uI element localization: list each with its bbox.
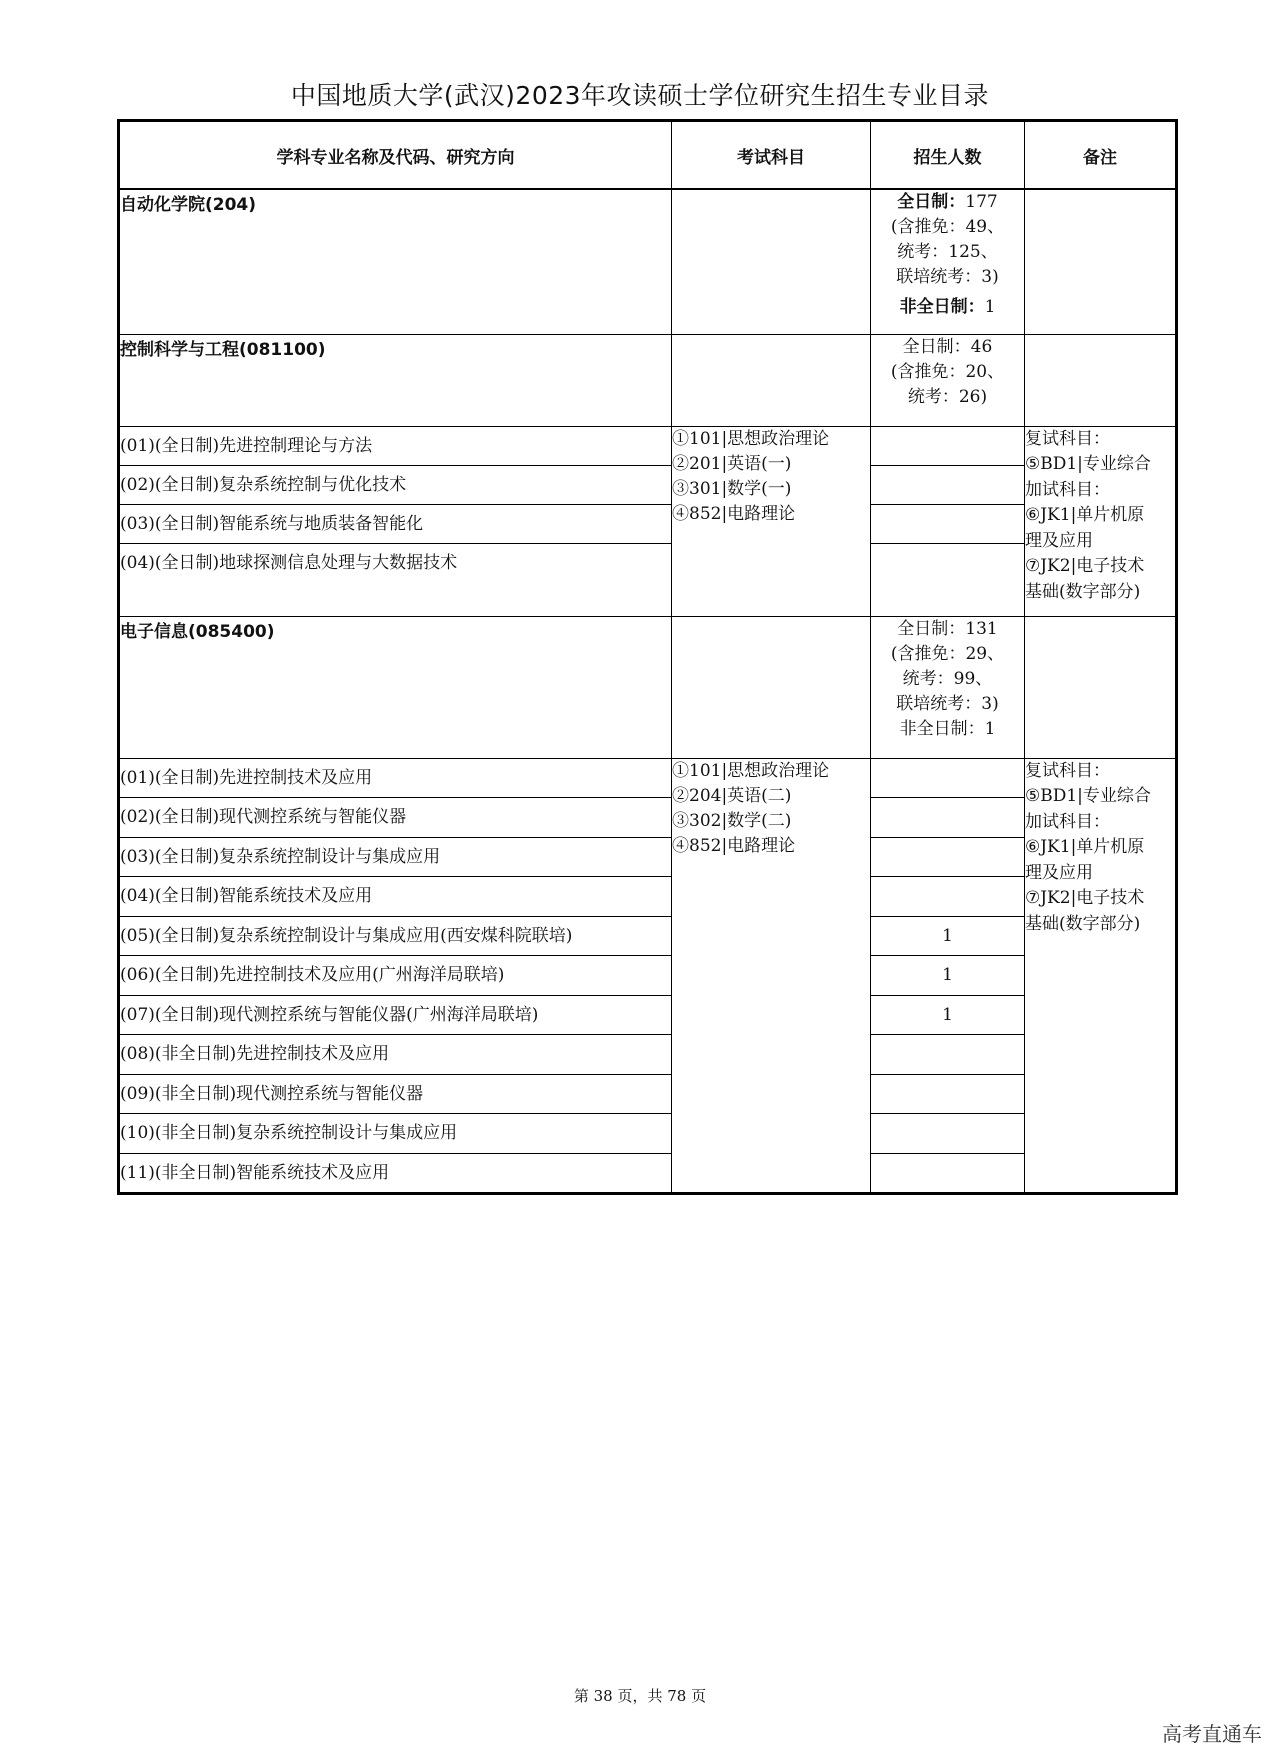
major1-count-04 bbox=[871, 543, 1025, 616]
header-exam: 考试科目 bbox=[672, 121, 871, 190]
major1-quota-line-2: (含推免：20、 bbox=[890, 361, 1005, 382]
major1-quota-cell bbox=[871, 334, 1025, 426]
major2-name: 电子信息(085400) bbox=[120, 621, 275, 642]
major1-direction-04: (04)(全日制)地球探测信息处理与大数据技术 bbox=[119, 543, 672, 616]
major2-direction-row bbox=[119, 1035, 1177, 1075]
major2-count-10 bbox=[871, 1114, 1025, 1154]
major2-direction-01: (01)(全日制)先进控制技术及应用 bbox=[119, 758, 672, 798]
major2-direction-06: (06)(全日制)先进控制技术及应用(广州海洋局联培) bbox=[119, 956, 672, 996]
major1-remark-4: ⑥JK1|单片机原 bbox=[1025, 505, 1145, 525]
major2-direction-09: (09)(非全日制)现代测控系统与智能仪器 bbox=[119, 1074, 672, 1114]
major1-remark-1: 复试科目： bbox=[1025, 428, 1110, 449]
college-quota-part-value: 1 bbox=[984, 297, 996, 317]
major1-direction-row bbox=[119, 543, 1177, 616]
major1-quota-line-3: 统考：26) bbox=[907, 386, 988, 407]
major1-remark-cell bbox=[1025, 334, 1177, 426]
major2-count-01 bbox=[871, 758, 1025, 798]
major2-remark-cell bbox=[1025, 616, 1177, 758]
major2-count-03 bbox=[871, 837, 1025, 877]
college-quota-full-value: 177 bbox=[965, 192, 998, 212]
major2-remark-1: 复试科目： bbox=[1025, 760, 1110, 781]
major1-direction-01: (01)(全日制)先进控制理论与方法 bbox=[119, 426, 672, 465]
major2-quota-cell bbox=[871, 616, 1025, 758]
major2-direction-03: (03)(全日制)复杂系统控制设计与集成应用 bbox=[119, 837, 672, 877]
major2-quota-line-1: 全日制：131 bbox=[897, 618, 998, 639]
college-quota-part-label: 非全日制： bbox=[899, 297, 985, 317]
major2-direction-02: (02)(全日制)现代测控系统与智能仪器 bbox=[119, 798, 672, 838]
header-remark: 备注 bbox=[1025, 121, 1177, 190]
major2-direction-07: (07)(全日制)现代测控系统与智能仪器(广州海洋局联培) bbox=[119, 995, 672, 1035]
major2-quota-line-2: (含推免：29、 bbox=[890, 643, 1005, 664]
header-quota: 招生人数 bbox=[871, 121, 1025, 190]
major2-direction-04: (04)(全日制)智能系统技术及应用 bbox=[119, 877, 672, 917]
major1-direction-row bbox=[119, 426, 1177, 465]
major2-remark-6: ⑦JK2|电子技术 bbox=[1025, 888, 1145, 908]
major1-name: 控制科学与工程(081100) bbox=[120, 339, 326, 360]
major1-direction-03: (03)(全日制)智能系统与地质装备智能化 bbox=[119, 504, 672, 543]
major2-direction-11: (11)(非全日制)智能系统技术及应用 bbox=[119, 1153, 672, 1193]
major1-subject-1: ①101|思想政治理论 bbox=[672, 428, 830, 449]
major2-count-06: 1 bbox=[871, 956, 1025, 996]
document-title: 中国地质大学(武汉)2023年攻读硕士学位研究生招生专业目录 bbox=[290, 81, 990, 110]
college-quota-cell bbox=[871, 189, 1025, 334]
major1-remark-7: 基础(数字部分) bbox=[1025, 581, 1141, 602]
major2-remark-4: ⑥JK1|单片机原 bbox=[1025, 837, 1145, 857]
major2-direction-row bbox=[119, 1114, 1177, 1154]
major2-direction-row bbox=[119, 758, 1177, 798]
college-remark-cell bbox=[1025, 189, 1177, 334]
page-footer: 第 38 页，共 78 页 bbox=[573, 1687, 707, 1705]
major2-direction-05: (05)(全日制)复杂系统控制设计与集成应用(西安煤科院联培) bbox=[119, 916, 672, 956]
major2-quota-line-5: 非全日制：1 bbox=[899, 718, 996, 739]
major1-count-02 bbox=[871, 465, 1025, 504]
college-exam-cell bbox=[672, 189, 871, 334]
major2-subject-2: ②204|英语(二) bbox=[672, 785, 792, 806]
college-quota-full-label: 全日制： bbox=[897, 192, 966, 212]
header-row bbox=[119, 121, 1177, 190]
major1-row bbox=[119, 334, 1177, 426]
major2-remark-2: ⑤BD1|专业综合 bbox=[1025, 786, 1151, 806]
college-quota-detail-2: 统考：125、 bbox=[897, 242, 998, 262]
major1-direction-02: (02)(全日制)复杂系统控制与优化技术 bbox=[119, 465, 672, 504]
major2-remark-5: 理及应用 bbox=[1025, 862, 1093, 883]
major1-subjects-cell bbox=[672, 426, 871, 616]
major2-row bbox=[119, 616, 1177, 758]
major2-direction-row bbox=[119, 1153, 1177, 1193]
major2-direction-row bbox=[119, 837, 1177, 877]
major1-remark-5: 理及应用 bbox=[1025, 530, 1093, 551]
major2-direction-row bbox=[119, 1074, 1177, 1114]
major2-exam-cell bbox=[672, 616, 871, 758]
major2-remark-3: 加试科目： bbox=[1025, 811, 1110, 832]
major1-name-cell bbox=[119, 334, 672, 426]
major2-remarks-cell bbox=[1025, 758, 1177, 1193]
college-quota-detail-3: 联培统考：3) bbox=[896, 267, 999, 287]
major1-remark-3: 加试科目： bbox=[1025, 479, 1110, 500]
watermark-text: 高考直通车 bbox=[1162, 1722, 1262, 1746]
major2-quota-line-4: 联培统考：3) bbox=[896, 693, 999, 714]
major2-direction-row bbox=[119, 916, 1177, 956]
major1-subject-2: ②201|英语(一) bbox=[672, 453, 792, 474]
major1-remark-6: ⑦JK2|电子技术 bbox=[1025, 556, 1145, 576]
major1-exam-cell bbox=[672, 334, 871, 426]
major1-direction-row bbox=[119, 465, 1177, 504]
major2-count-05: 1 bbox=[871, 916, 1025, 956]
major2-direction-row bbox=[119, 798, 1177, 838]
major2-direction-08: (08)(非全日制)先进控制技术及应用 bbox=[119, 1035, 672, 1075]
major2-subject-1: ①101|思想政治理论 bbox=[672, 760, 830, 781]
major2-direction-row bbox=[119, 995, 1177, 1035]
catalog-table bbox=[117, 119, 1178, 1195]
major1-quota-line-1: 全日制：46 bbox=[902, 336, 993, 357]
major2-subjects-cell bbox=[672, 758, 871, 1193]
major2-direction-row bbox=[119, 877, 1177, 917]
major2-subject-4: ④852|电路理论 bbox=[672, 835, 796, 856]
major2-count-02 bbox=[871, 798, 1025, 838]
major2-direction-10: (10)(非全日制)复杂系统控制设计与集成应用 bbox=[119, 1114, 672, 1154]
major2-count-08 bbox=[871, 1035, 1025, 1075]
major2-remark-7: 基础(数字部分) bbox=[1025, 913, 1141, 934]
major2-quota-line-3: 统考：99、 bbox=[902, 668, 993, 689]
major1-count-03 bbox=[871, 504, 1025, 543]
major1-remarks-cell bbox=[1025, 426, 1177, 616]
major2-count-07: 1 bbox=[871, 995, 1025, 1035]
major2-name-cell bbox=[119, 616, 672, 758]
college-quota-detail-1: (含推免：49、 bbox=[890, 217, 1005, 237]
major1-subject-4: ④852|电路理论 bbox=[672, 503, 796, 524]
major2-count-09 bbox=[871, 1074, 1025, 1114]
major2-count-04 bbox=[871, 877, 1025, 917]
major2-count-11 bbox=[871, 1153, 1025, 1193]
college-name-cell bbox=[119, 189, 672, 334]
major2-direction-row bbox=[119, 956, 1177, 996]
college-name: 自动化学院(204) bbox=[120, 195, 257, 215]
college-row bbox=[119, 189, 1177, 334]
major1-subject-3: ③301|数学(一) bbox=[672, 478, 792, 499]
header-major: 学科专业名称及代码、研究方向 bbox=[119, 121, 672, 190]
major2-subject-3: ③302|数学(二) bbox=[672, 810, 792, 831]
major1-remark-2: ⑤BD1|专业综合 bbox=[1025, 454, 1151, 474]
major1-direction-row bbox=[119, 504, 1177, 543]
major1-count-01 bbox=[871, 426, 1025, 465]
